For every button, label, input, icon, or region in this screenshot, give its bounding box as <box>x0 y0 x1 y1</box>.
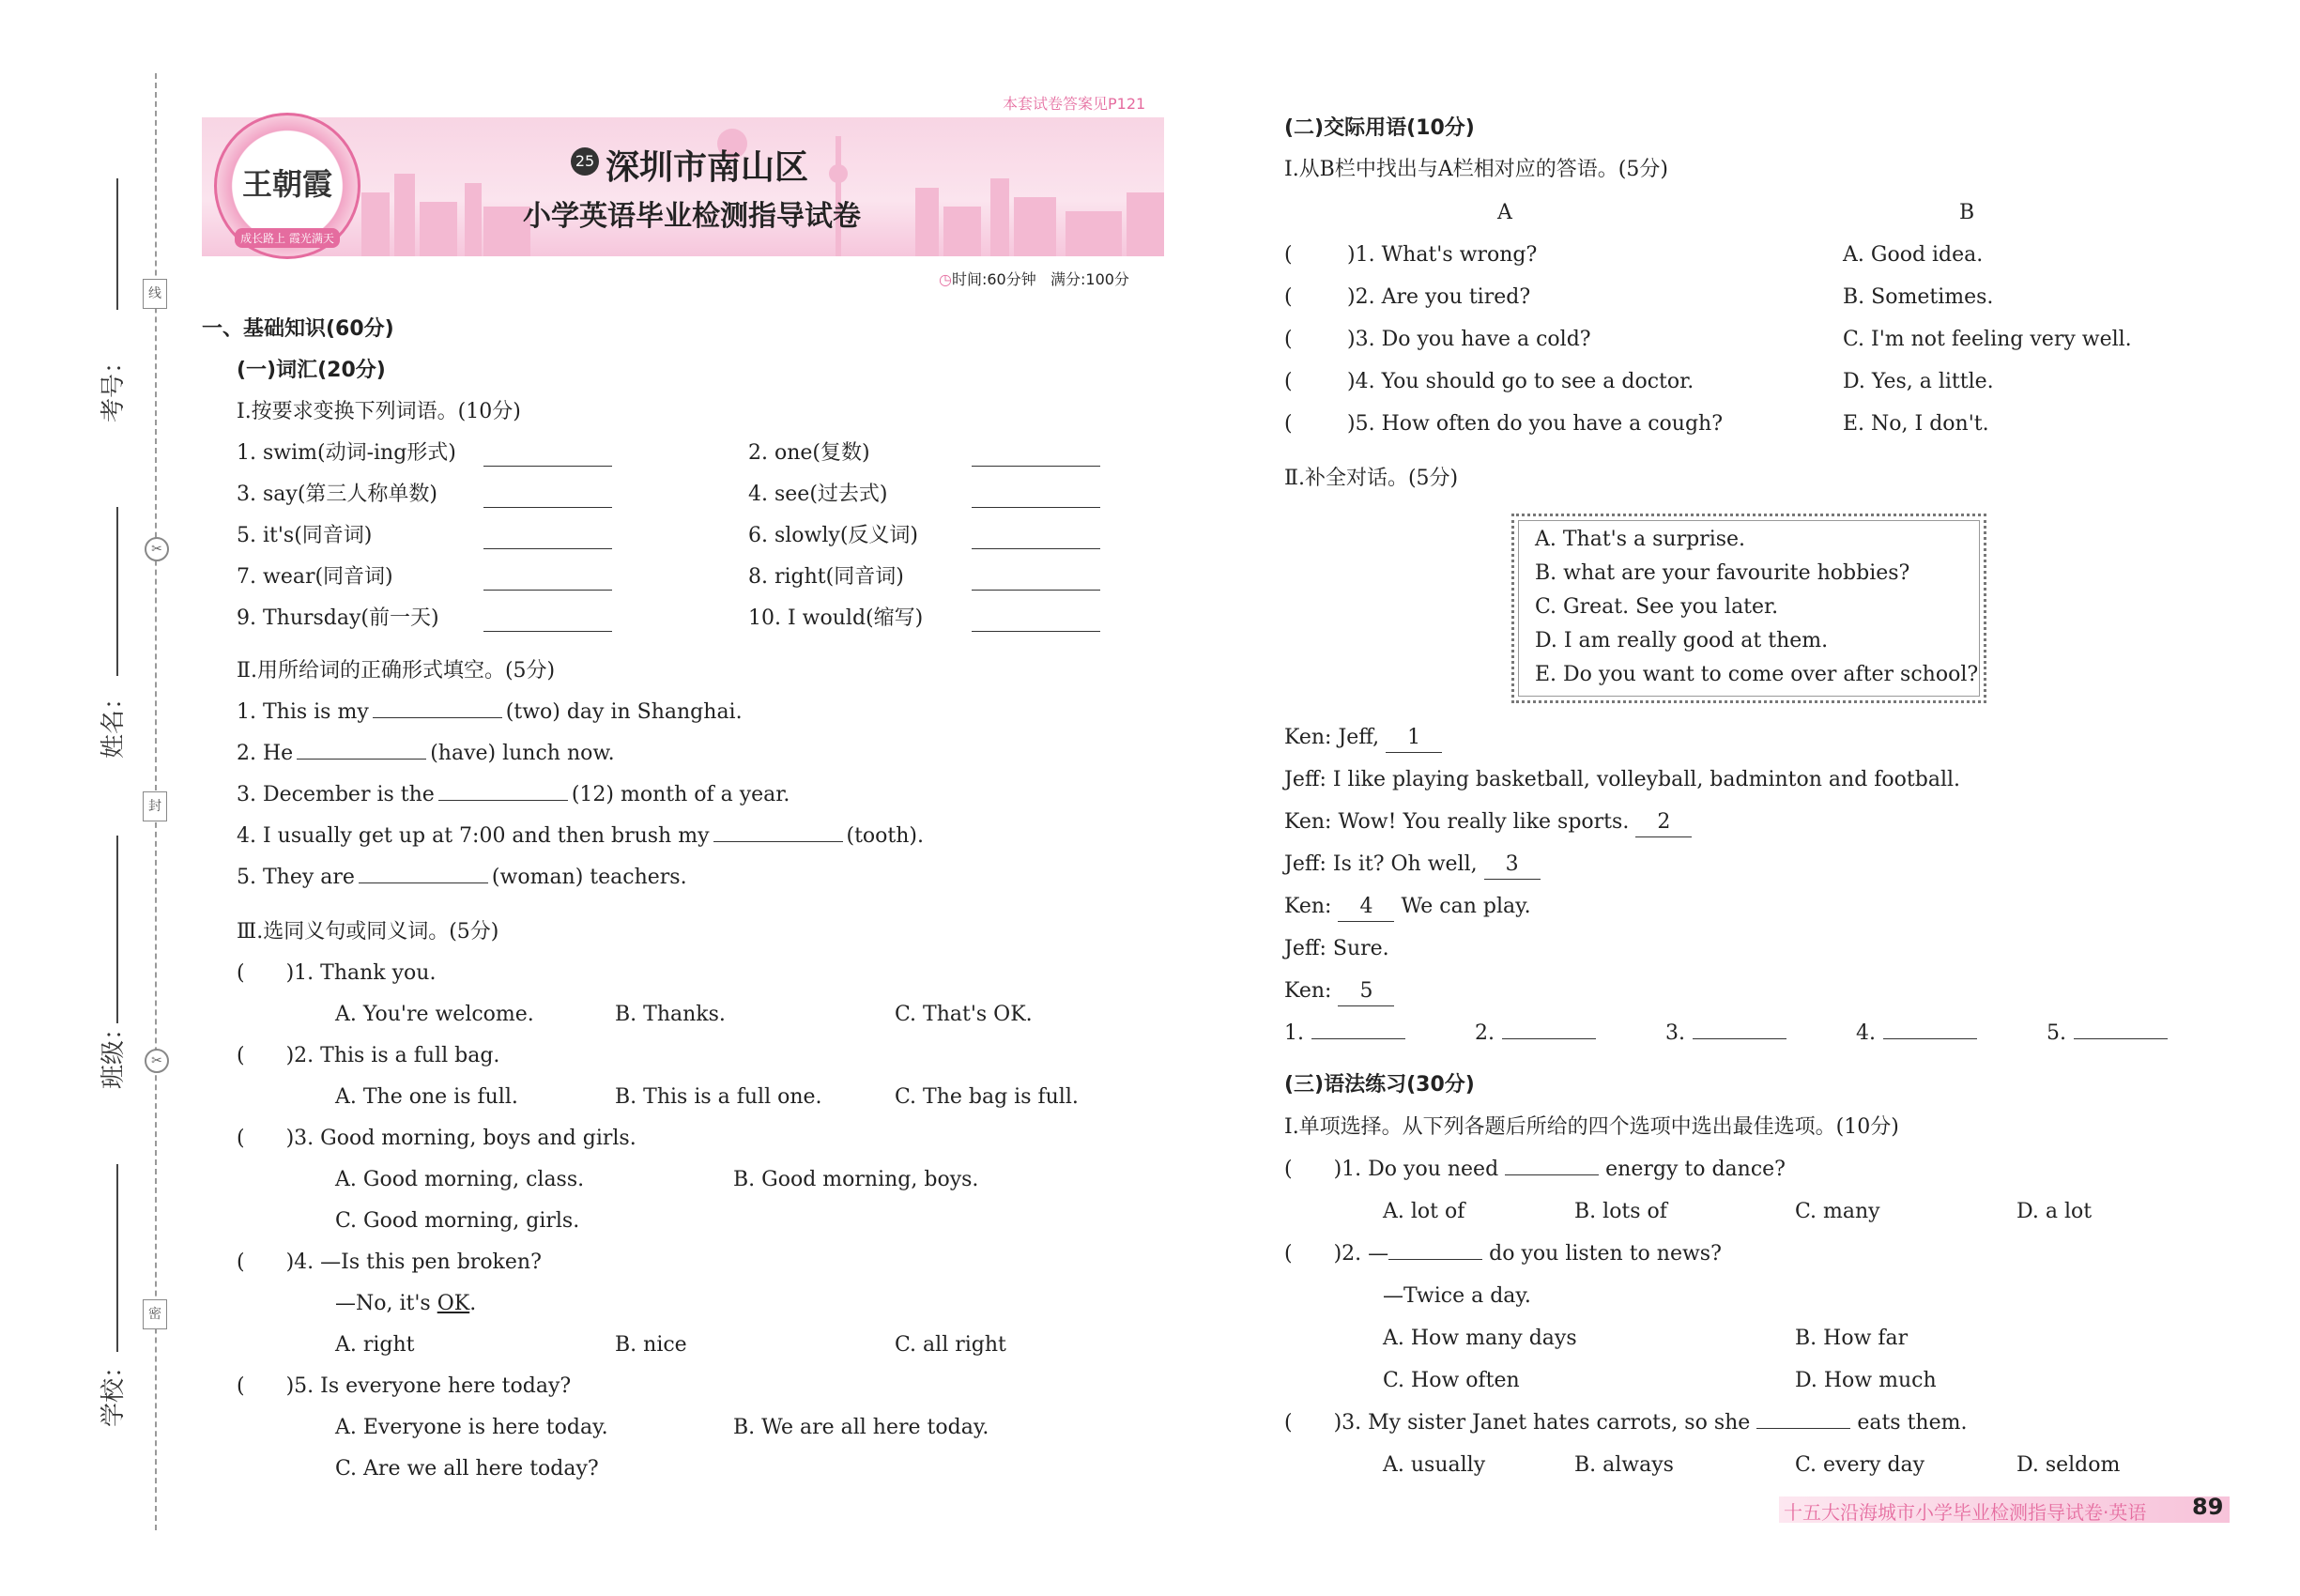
match-answer: C. I'm not feeling very well. <box>1843 328 2132 351</box>
name-label: 姓名： <box>100 684 128 759</box>
item-hint: (two) day in Shanghai. <box>505 700 743 724</box>
section-1-title: Ⅰ.按要求变换下列词语。(10分) <box>237 400 521 423</box>
match-question: )1. What's wrong? <box>1347 243 1538 267</box>
option-c[interactable]: C. Good morning, girls. <box>335 1209 580 1233</box>
answer-number: 4. <box>1856 1021 1876 1045</box>
answer-slot <box>1284 1020 1405 1048</box>
box-option: B. what are your favourite hobbies? <box>1535 561 1910 585</box>
option-a[interactable]: A. Everyone is here today. <box>335 1416 608 1439</box>
answer-blank[interactable] <box>483 631 612 632</box>
option-a[interactable]: A. Good morning, class. <box>335 1168 585 1191</box>
word-item: 9. Thursday(前一天) <box>237 606 439 630</box>
answer-blank[interactable] <box>359 864 488 883</box>
word-item: 5. it's(同音词) <box>237 524 373 547</box>
mc-option[interactable]: C. How often <box>1383 1369 1520 1392</box>
question-text-end: energy to dance? <box>1605 1158 1786 1181</box>
dialogue-line-5 <box>1284 893 1531 922</box>
word-item: 2. one(复数) <box>748 441 870 465</box>
school-label: 学校： <box>100 1353 128 1427</box>
answer-blank[interactable] <box>297 740 426 760</box>
option-c[interactable]: C. That's OK. <box>895 1003 1033 1026</box>
match-answer: E. No, I don't. <box>1843 412 1989 436</box>
mc-option[interactable]: D. seldom <box>2016 1453 2121 1477</box>
word-item: 4. see(过去式) <box>748 483 888 506</box>
answer-paren[interactable]: ( <box>1284 285 1293 309</box>
clock-icon: ◷ <box>939 270 952 288</box>
dialogue-line-4 <box>1284 851 1541 880</box>
option-c[interactable]: C. The bag is full. <box>895 1085 1079 1109</box>
seal-mark-secret: 密 <box>143 1299 167 1329</box>
answer-blank[interactable] <box>438 781 568 801</box>
answer-paren[interactable]: ( <box>1284 412 1293 436</box>
fill-blank-item <box>237 822 924 851</box>
mc-option[interactable]: D. a lot <box>2016 1200 2093 1223</box>
dialogue-line-3 <box>1284 808 1692 837</box>
answer-blank[interactable] <box>972 548 1100 549</box>
part-1-heading: 一、基础知识(60分) <box>202 317 394 341</box>
mc-question-3 <box>1284 1409 1967 1437</box>
time-text: 时间:60分钟 <box>951 270 1036 288</box>
word-item: 6. slowly(反义词) <box>748 524 919 547</box>
box-option: E. Do you want to come over after school? <box>1535 663 1979 686</box>
fill-blank-item <box>237 781 790 809</box>
word-item: 1. swim(动词-ing形式) <box>237 441 456 465</box>
question-text-end: eats them. <box>1857 1411 1968 1435</box>
synonym-question-2: ( )2. This is a full bag. <box>237 1044 500 1067</box>
match-question: )2. Are you tired? <box>1347 285 1531 309</box>
option-b[interactable]: B. This is a full one. <box>615 1085 822 1109</box>
multiple-choice-title: Ⅰ.单项选择。从下列各题后所给的四个选项中选出最佳选项。(10分) <box>1284 1115 1899 1139</box>
mc-option[interactable]: B. lots of <box>1574 1200 1667 1223</box>
exam-no-label: 考号： <box>100 348 128 422</box>
column-b-label: B <box>1959 201 1975 224</box>
blank-5[interactable]: 5 <box>1338 977 1394 1006</box>
mc-option[interactable]: A. How many days <box>1383 1327 1577 1350</box>
synonym-question-4-reply <box>335 1290 476 1318</box>
scissors-icon: ✂ <box>145 537 169 561</box>
seal-mark-seal: 封 <box>143 791 167 821</box>
logo-ribbon-left: 成长路上 <box>240 232 286 245</box>
item-hint: (12) month of a year. <box>571 783 790 806</box>
option-c[interactable]: C. all right <box>895 1333 1006 1357</box>
item-text: 4. I usually get up at 7:00 and then brush my <box>237 824 710 848</box>
mc-option[interactable]: A. lot of <box>1383 1200 1465 1223</box>
answer-blank[interactable] <box>483 507 612 508</box>
mc-option[interactable]: A. usually <box>1383 1453 1486 1477</box>
option-b[interactable]: B. Thanks. <box>615 1003 726 1026</box>
speaker-text: Ken: Wow! You really like sports. <box>1284 810 1630 834</box>
fill-blank-item <box>237 698 743 727</box>
blank-3[interactable]: 3 <box>1484 851 1541 880</box>
match-answer: B. Sometimes. <box>1843 285 1994 309</box>
item-hint: (tooth). <box>846 824 924 848</box>
word-item: 7. wear(同音词) <box>237 565 393 589</box>
full-score: 满分:100分 <box>1050 270 1129 288</box>
answer-note: 本套试卷答案见P121 <box>1003 95 1146 113</box>
item-text: 2. He <box>237 742 294 765</box>
comm-heading: (二)交际用语(10分) <box>1284 116 1475 140</box>
option-c[interactable]: C. Are we all here today? <box>335 1457 599 1481</box>
page-number: 89 <box>2192 1494 2224 1520</box>
answer-blank[interactable] <box>483 590 612 591</box>
answer-number: 3. <box>1665 1021 1685 1045</box>
answer-blank[interactable] <box>373 698 502 718</box>
mc-option[interactable]: B. How far <box>1795 1327 1909 1350</box>
logo-text: 王朝霞 <box>241 166 332 202</box>
word-item: 8. right(同音词) <box>748 565 904 589</box>
blank-2[interactable]: 2 <box>1635 808 1692 837</box>
synonym-question-5: ( )5. Is everyone here today? <box>237 1374 572 1398</box>
vocab-heading: (一)词汇(20分) <box>237 359 386 382</box>
brand-logo <box>214 113 360 259</box>
match-answer: A. Good idea. <box>1843 243 1984 267</box>
synonym-question-3: ( )3. Good morning, boys and girls. <box>237 1127 636 1150</box>
match-answer: D. Yes, a little. <box>1843 370 1994 393</box>
name-write-line <box>116 507 118 676</box>
fill-blank-item <box>237 864 687 892</box>
column-a-label: A <box>1497 201 1512 224</box>
logo-ribbon-right: 霞光满天 <box>288 232 334 245</box>
school-write-line <box>116 1164 118 1352</box>
section-2-title: Ⅱ.用所给词的正确形式填空。(5分) <box>237 659 556 683</box>
word-item: 10. I would(缩写) <box>748 606 924 630</box>
mc-question-1 <box>1284 1156 1786 1184</box>
item-text: 3. December is the <box>237 783 435 806</box>
dialogue-line-1 <box>1284 724 1442 753</box>
speaker-text: Ken: Jeff, <box>1284 726 1380 749</box>
footer-series: 十五大沿海城市小学毕业检测指导试卷·英语 <box>1784 1501 2147 1524</box>
reply-text: —No, it's <box>335 1292 437 1315</box>
answer-paren[interactable]: ( <box>1284 243 1293 267</box>
question-text: ( )2. — <box>1284 1242 1389 1266</box>
match-question: )5. How often do you have a cough? <box>1347 412 1724 436</box>
answer-number: 1. <box>1284 1021 1304 1045</box>
answer-blank[interactable] <box>1388 1240 1482 1260</box>
mc-option[interactable]: C. many <box>1795 1200 1880 1223</box>
dialogue-line-2: Jeff: I like playing basketball, volleyball, badminton and football. <box>1284 768 1961 791</box>
dialogue-line-6: Jeff: Sure. <box>1284 937 1389 960</box>
underlined-word: OK <box>437 1292 470 1315</box>
dialogue-line-7 <box>1284 977 1394 1006</box>
answer-blank[interactable] <box>1311 1020 1405 1039</box>
box-option: C. Great. See you later. <box>1535 595 1779 619</box>
item-hint: (have) lunch now. <box>430 742 615 765</box>
speaker-text-end: We can play. <box>1401 895 1531 918</box>
option-b[interactable]: B. We are all here today. <box>733 1416 989 1439</box>
answer-blank[interactable] <box>1505 1156 1599 1175</box>
answer-paren[interactable]: ( <box>1284 370 1293 393</box>
box-option: D. I am really good at them. <box>1535 629 1829 652</box>
mc-question-2-reply: —Twice a day. <box>1383 1284 1531 1308</box>
dialogue-title: Ⅱ.补全对话。(5分) <box>1284 467 1459 490</box>
answer-blank[interactable] <box>483 466 612 467</box>
exam-no-write-line <box>116 178 118 310</box>
time-limit <box>939 268 1129 289</box>
seal-mark-line: 线 <box>143 279 167 309</box>
fill-blank-item <box>237 740 615 768</box>
blank-1[interactable]: 1 <box>1386 724 1442 753</box>
class-label: 班级： <box>100 1015 128 1089</box>
option-b[interactable]: B. nice <box>615 1333 687 1357</box>
exam-title: 深圳市南山区 <box>606 148 809 187</box>
option-b[interactable]: B. Good morning, boys. <box>733 1168 979 1191</box>
section-3-title: Ⅲ.选同义句或同义词。(5分) <box>237 920 499 944</box>
class-write-line <box>116 836 118 1023</box>
match-title: Ⅰ.从B栏中找出与A栏相对应的答语。(5分) <box>1284 158 1668 181</box>
scissors-icon: ✂ <box>145 1049 169 1073</box>
item-hint: (woman) teachers. <box>491 866 687 889</box>
speaker-text: Jeff: Is it? Oh well, <box>1284 852 1478 876</box>
answer-number: 5. <box>2047 1021 2066 1045</box>
answer-blank[interactable] <box>1756 1409 1850 1429</box>
answer-blank[interactable] <box>713 822 843 842</box>
mc-question-2 <box>1284 1240 1722 1268</box>
answer-number: 2. <box>1475 1021 1495 1045</box>
blank-4[interactable]: 4 <box>1338 893 1394 922</box>
mc-option[interactable]: B. always <box>1574 1453 1674 1477</box>
answer-blank[interactable] <box>483 548 612 549</box>
question-text: ( )1. Do you need <box>1284 1158 1499 1181</box>
match-question: )4. You should go to see a doctor. <box>1347 370 1694 393</box>
answer-blank[interactable] <box>1883 1020 1977 1039</box>
answer-slot <box>2047 1020 2168 1048</box>
answer-blank[interactable] <box>972 507 1100 508</box>
answer-blank[interactable] <box>1502 1020 1596 1039</box>
mc-option[interactable]: C. every day <box>1795 1453 1925 1477</box>
option-a[interactable]: A. The one is full. <box>335 1085 518 1109</box>
answer-blank[interactable] <box>2074 1020 2168 1039</box>
word-item: 3. say(第三人称单数) <box>237 483 437 506</box>
answer-blank[interactable] <box>1693 1020 1786 1039</box>
grammar-heading: (三)语法练习(30分) <box>1284 1073 1475 1097</box>
reply-period: . <box>469 1292 477 1315</box>
speaker-text: Ken: <box>1284 979 1332 1003</box>
option-a[interactable]: A. You're welcome. <box>335 1003 534 1026</box>
mc-option[interactable]: D. How much <box>1795 1369 1937 1392</box>
option-a[interactable]: A. right <box>335 1333 415 1357</box>
item-text: 5. They are <box>237 866 355 889</box>
answer-slot <box>1665 1020 1786 1048</box>
item-text: 1. This is my <box>237 700 369 724</box>
question-text: ( )3. My sister Janet hates carrots, so she <box>1284 1411 1751 1435</box>
synonym-question-1: ( )1. Thank you. <box>237 961 437 985</box>
match-question: )3. Do you have a cold? <box>1347 328 1591 351</box>
box-option: A. That's a surprise. <box>1535 528 1746 551</box>
answer-blank[interactable] <box>972 590 1100 591</box>
answer-slot <box>1475 1020 1596 1048</box>
speaker-text: Ken: <box>1284 895 1332 918</box>
synonym-question-4: ( )4. —Is this pen broken? <box>237 1251 542 1274</box>
answer-paren[interactable]: ( <box>1284 328 1293 351</box>
question-text-end: do you listen to news? <box>1489 1242 1722 1266</box>
answer-slot <box>1856 1020 1977 1048</box>
answer-blank[interactable] <box>972 466 1100 467</box>
exam-subtitle: 小学英语毕业检测指导试卷 <box>523 200 861 233</box>
exam-number-badge: 25 <box>571 147 599 176</box>
answer-blank[interactable] <box>972 631 1100 632</box>
